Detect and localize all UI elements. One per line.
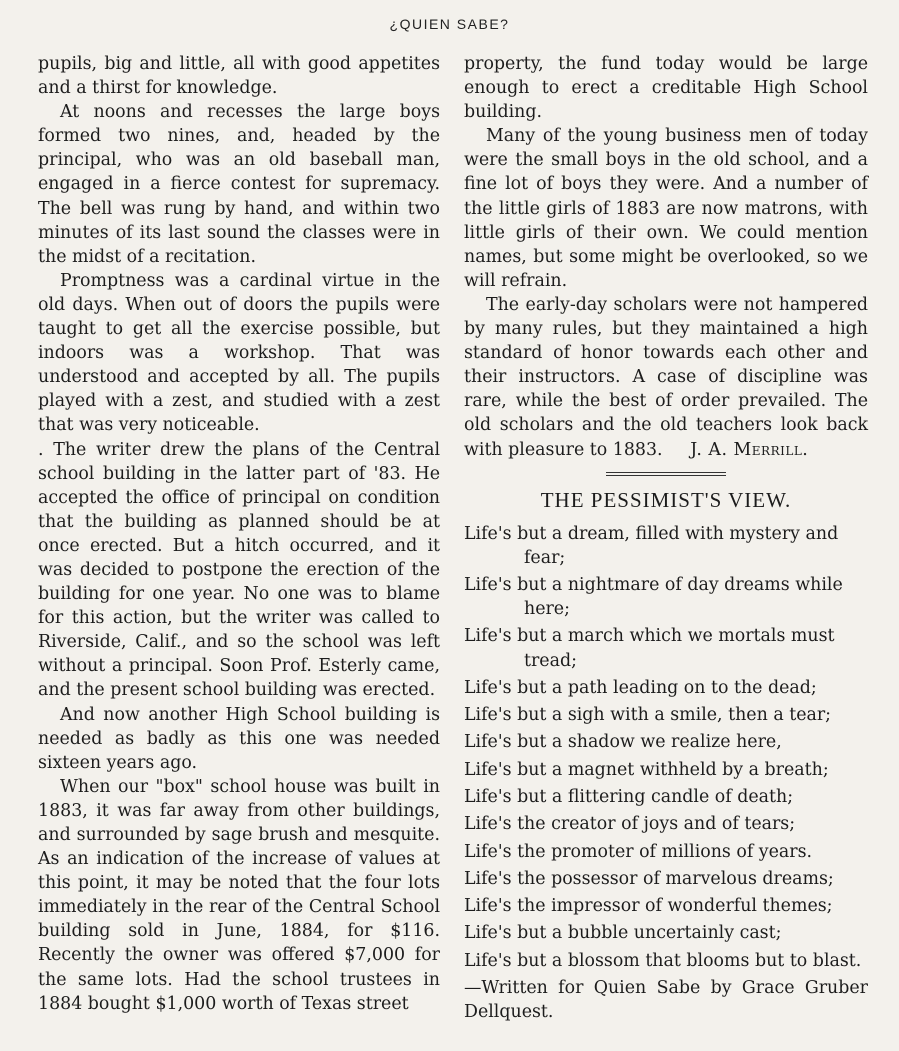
paragraph: property, the fund today would be large enough to erect a creditable High School building.: [464, 54, 868, 123]
poem-line: Life's but a nightmare of day dreams while here;: [464, 575, 843, 620]
right-column: [464, 52, 868, 1024]
poem-line: Life's but a march which we mortals must tread;: [464, 626, 835, 671]
left-column: [38, 52, 440, 1016]
poem-line: Life's but a shadow we realize here,: [464, 732, 782, 753]
paragraph: At noons and recesses the large boys formed two nines, and, headed by the principal, who was an old baseball man, engaged in a fierce contest for supremacy. The bell was rung by hand, and within two minutes of its last sound the classes were in the midst of a recitation.: [38, 102, 440, 267]
poem-title: THE PESSIMIST'S VIEW.: [540, 487, 792, 512]
author-signature: J. A. Merrill.: [690, 439, 809, 460]
poem-line: Life's the creator of joys and of tears;: [464, 814, 796, 835]
paragraph: The early-day scholars were not hampered by many rules, but they maintained a high standard of honor towards each other and their instructors. A case of discipline was rare, while the best of order prevailed. The old scholars and the old teachers look back with pleasure to 1883. J. A. Merrill.: [464, 294, 868, 460]
poem-line: Life's but a sigh with a smile, then a tear;: [464, 705, 832, 726]
poem-line: Life's but a dream, filled with mystery and fear;: [464, 523, 839, 568]
poem-line: Life's but a blossom that blooms but to blast.: [464, 950, 862, 971]
paragraph: . The writer drew the plans of the Central school building in the latter part of '83. He accepted the office of principal on condition that the building as planned should be at once erected. But a hitch occurred, and it was decided to postpone the erection of the building for one year. No one was to blame for this action, but the writer was called to Riverside, Calif., and so the school was left without a principal. Soon Prof. Esterly came, and the present school building was erected.: [38, 439, 440, 701]
paragraph: pupils, big and little, all with good appetites and a thirst for knowledge.: [38, 54, 440, 99]
page-header: ¿QUIEN SABE?: [389, 16, 510, 32]
paragraph: And now another High School building is needed as badly as this one was needed sixteen years ago.: [38, 704, 440, 773]
paragraph: When our "box" school house was built in 1883, it was far away from other buildings, and surrounded by sage brush and mesquite. As an indication of the increase of values at this point, it may be noted that the four lots immediately in the rear of the Central School building sold in June, 1884, for $116. Recently the owner was offered $7,000 for the same lots. Had the school trustees in 1884 bought $1,000 worth of Texas street: [38, 776, 440, 1014]
section-divider: [606, 472, 726, 476]
poem-line: Life's the promoter of millions of years.: [464, 841, 813, 862]
paragraph: Many of the young business men of today were the small boys in the old school, and a fine lot of boys they were. And a number of the little girls of 1883 are now matrons, with little girls of their own. We could mention names, but some might be overlooked, so we will refrain.: [464, 126, 868, 291]
poem-line: Life's the possessor of marvelous dreams;: [464, 868, 834, 889]
poem-credit: —Written for Quien Sabe by Grace Gruber Dellquest.: [464, 977, 868, 1022]
poem: [464, 522, 868, 973]
poem-line: Life's but a magnet withheld by a breath;: [464, 759, 829, 780]
poem-line: Life's but a flittering candle of death;: [464, 786, 794, 807]
poem-line: Life's but a bubble uncertainly cast;: [464, 923, 782, 944]
poem-line: Life's but a path leading on to the dead;: [464, 677, 817, 698]
paragraph: Promptness was a cardinal virtue in the old days. When out of doors the pupils were taught to get all the exercise possible, but indoors was a workshop. That was understood and accepted by all. The pupils played with a zest, and studied with a zest that was very noticeable.: [38, 270, 440, 436]
poem-line: Life's the impressor of wonderful themes;: [464, 896, 833, 917]
